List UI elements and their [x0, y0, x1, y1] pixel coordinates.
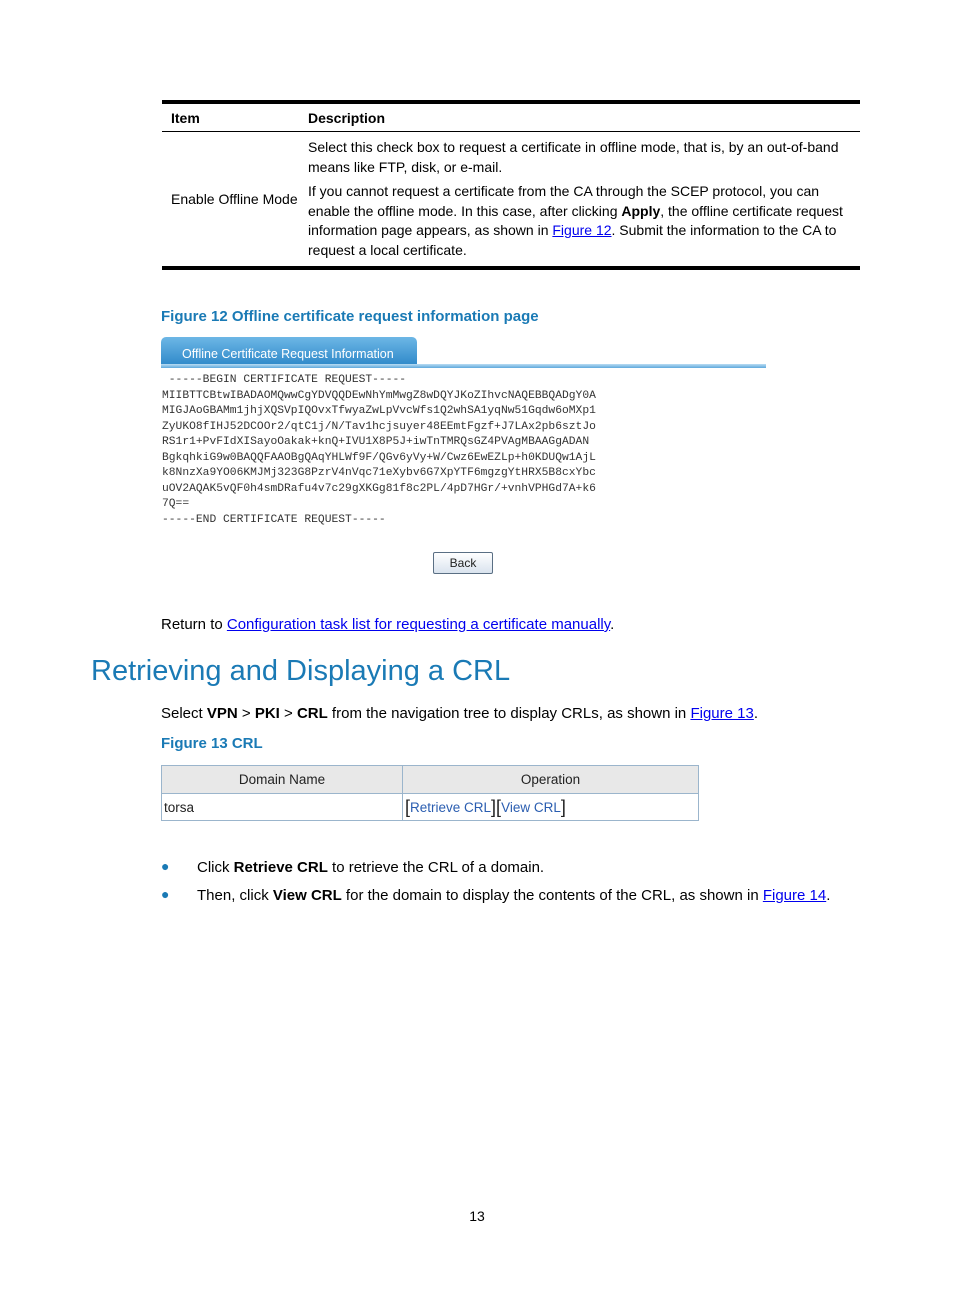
cert-line: k8NnzXa9YO06KMJMj323G8PzrV4nVqc71eXybv6G7XpYTF6mgzgYtHRX5B8cxYbc [162, 467, 596, 479]
crl-table [161, 765, 699, 821]
bracket: [ [405, 797, 411, 817]
cert-line: RS1r1+PvFIdXISayoOakak+knQ+IVU1X8P5J+iwTnTMRQsGZ4PVAgMBAAGgADAN [162, 436, 590, 448]
figure-14-link[interactable]: Figure 14 [762, 887, 827, 904]
return-paragraph [161, 616, 614, 633]
back-button[interactable]: Back [433, 552, 493, 574]
tab-offline-certificate-request-information[interactable]: Offline Certificate Request Information [161, 337, 417, 367]
page-number: 13 [469, 1208, 485, 1224]
return-text: . [610, 616, 615, 633]
cert-line: BgkqhkiG9w0BAQQFAAOBgQAqYHLWf9F/QGv6yVy+W/Cwz6EwEZLp+h0KDUQw1AjL [162, 451, 596, 464]
intro-text: Select [161, 705, 207, 722]
configuration-task-list-link[interactable]: Configuration task list for requesting a certificate manually [226, 616, 611, 633]
return-text: Return to [161, 616, 227, 633]
description-paragraph-1: Select this check box to request a certificate in offline mode, that is, by an out-of-band means like FTP, disk, or e-mail. [308, 139, 839, 175]
view-crl-link[interactable]: View CRL [501, 800, 561, 815]
bullet-text [197, 887, 830, 904]
bullet-part: . [826, 887, 831, 904]
menu-crl: CRL [296, 705, 328, 722]
description-table [162, 100, 860, 270]
cert-line: ZyUKO8fIHJ52DCOOr2/qtC1j/N/Tav1hcjsuyer48EEmtFgzf+J7LAx2pb6sztJo [162, 420, 596, 433]
cert-line: -----BEGIN CERTIFICATE REQUEST----- [162, 374, 407, 386]
cert-line: 7Q== [162, 498, 190, 510]
apply-term: Apply [621, 202, 661, 219]
table-row [162, 794, 698, 821]
section-heading: Retrieving and Displaying a CRL [91, 655, 511, 687]
desc-text: If you cannot request a certificate from the CA through the SCEP protocol, you can enable the offline mode. In this case, after clicking [308, 183, 820, 219]
retrieve-crl-link[interactable]: Retrieve CRL [410, 800, 492, 815]
view-crl-term: View CRL [272, 887, 342, 904]
menu-vpn: VPN [206, 705, 238, 722]
bullet-part: for the domain to display the contents of the CRL, as shown in [341, 887, 763, 904]
intro-text: > [279, 705, 297, 722]
certificate-request-text [162, 373, 596, 528]
figure-13-caption: Figure 13 CRL [161, 735, 263, 752]
figure-13-link[interactable]: Figure 13 [690, 705, 754, 722]
bullet-part: Click [197, 859, 234, 876]
intro-text: from the navigation tree to display CRLs, as shown in [327, 705, 691, 722]
retrieve-crl-term: Retrieve CRL [233, 859, 328, 876]
crl-table-header [162, 766, 698, 794]
header-item: Item [171, 109, 200, 126]
cert-line: MIGJAoGBAMm1jhjXQSVpIQOvxTfwyaZwLpVvcWfs1Q2whSA1yqNw51Gqdw6oMXp1 [162, 405, 596, 417]
bullet-part: Then, click [197, 887, 273, 904]
item-description [299, 138, 860, 260]
bracket: ] [560, 797, 566, 817]
cert-line: MIIBTTCBtwIBADAOMQwwCgYDVQQDEwNhYmMwgZ8wDQYJKoZIhvcNAQEBBQADgY0A [162, 389, 596, 402]
column-operation: Operation [520, 772, 581, 787]
column-domain-name: Domain Name [162, 766, 403, 793]
bullet-part: to retrieve the CRL of a domain. [327, 859, 545, 876]
domain-name-cell: torsa [162, 794, 403, 821]
operation-cell [403, 794, 698, 821]
cert-line: -----END CERTIFICATE REQUEST----- [162, 513, 386, 526]
menu-pki: PKI [254, 705, 280, 722]
bracket: ][ [491, 797, 502, 817]
desc-text: . Submit the information to the CA to request a local certificate. [308, 222, 837, 258]
table-row [162, 132, 860, 266]
item-enable-offline-mode: Enable Offline Mode [171, 191, 298, 207]
bullet-icon: ● [161, 886, 170, 902]
desc-text: , the offline certificate request information page appears, as shown in [308, 202, 843, 238]
section-intro [161, 705, 758, 722]
header-description: Description [308, 109, 386, 126]
figure-12-link[interactable]: Figure 12 [552, 222, 612, 238]
tab-underline [161, 364, 766, 368]
cert-line: uOV2AQAK5vQF0h4smDRafu4v7c29gXKGg81f8c2PL/4pD7HGr/+vnhVPHGd7A+k6 [162, 482, 596, 495]
intro-text: > [237, 705, 255, 722]
table-header-row [162, 104, 860, 132]
description-paragraph-2 [308, 182, 854, 260]
intro-text: . [753, 705, 758, 722]
figure-12-caption: Figure 12 Offline certificate request information page [161, 308, 539, 325]
bullet-icon: ● [161, 858, 170, 874]
bullet-text [197, 859, 544, 876]
